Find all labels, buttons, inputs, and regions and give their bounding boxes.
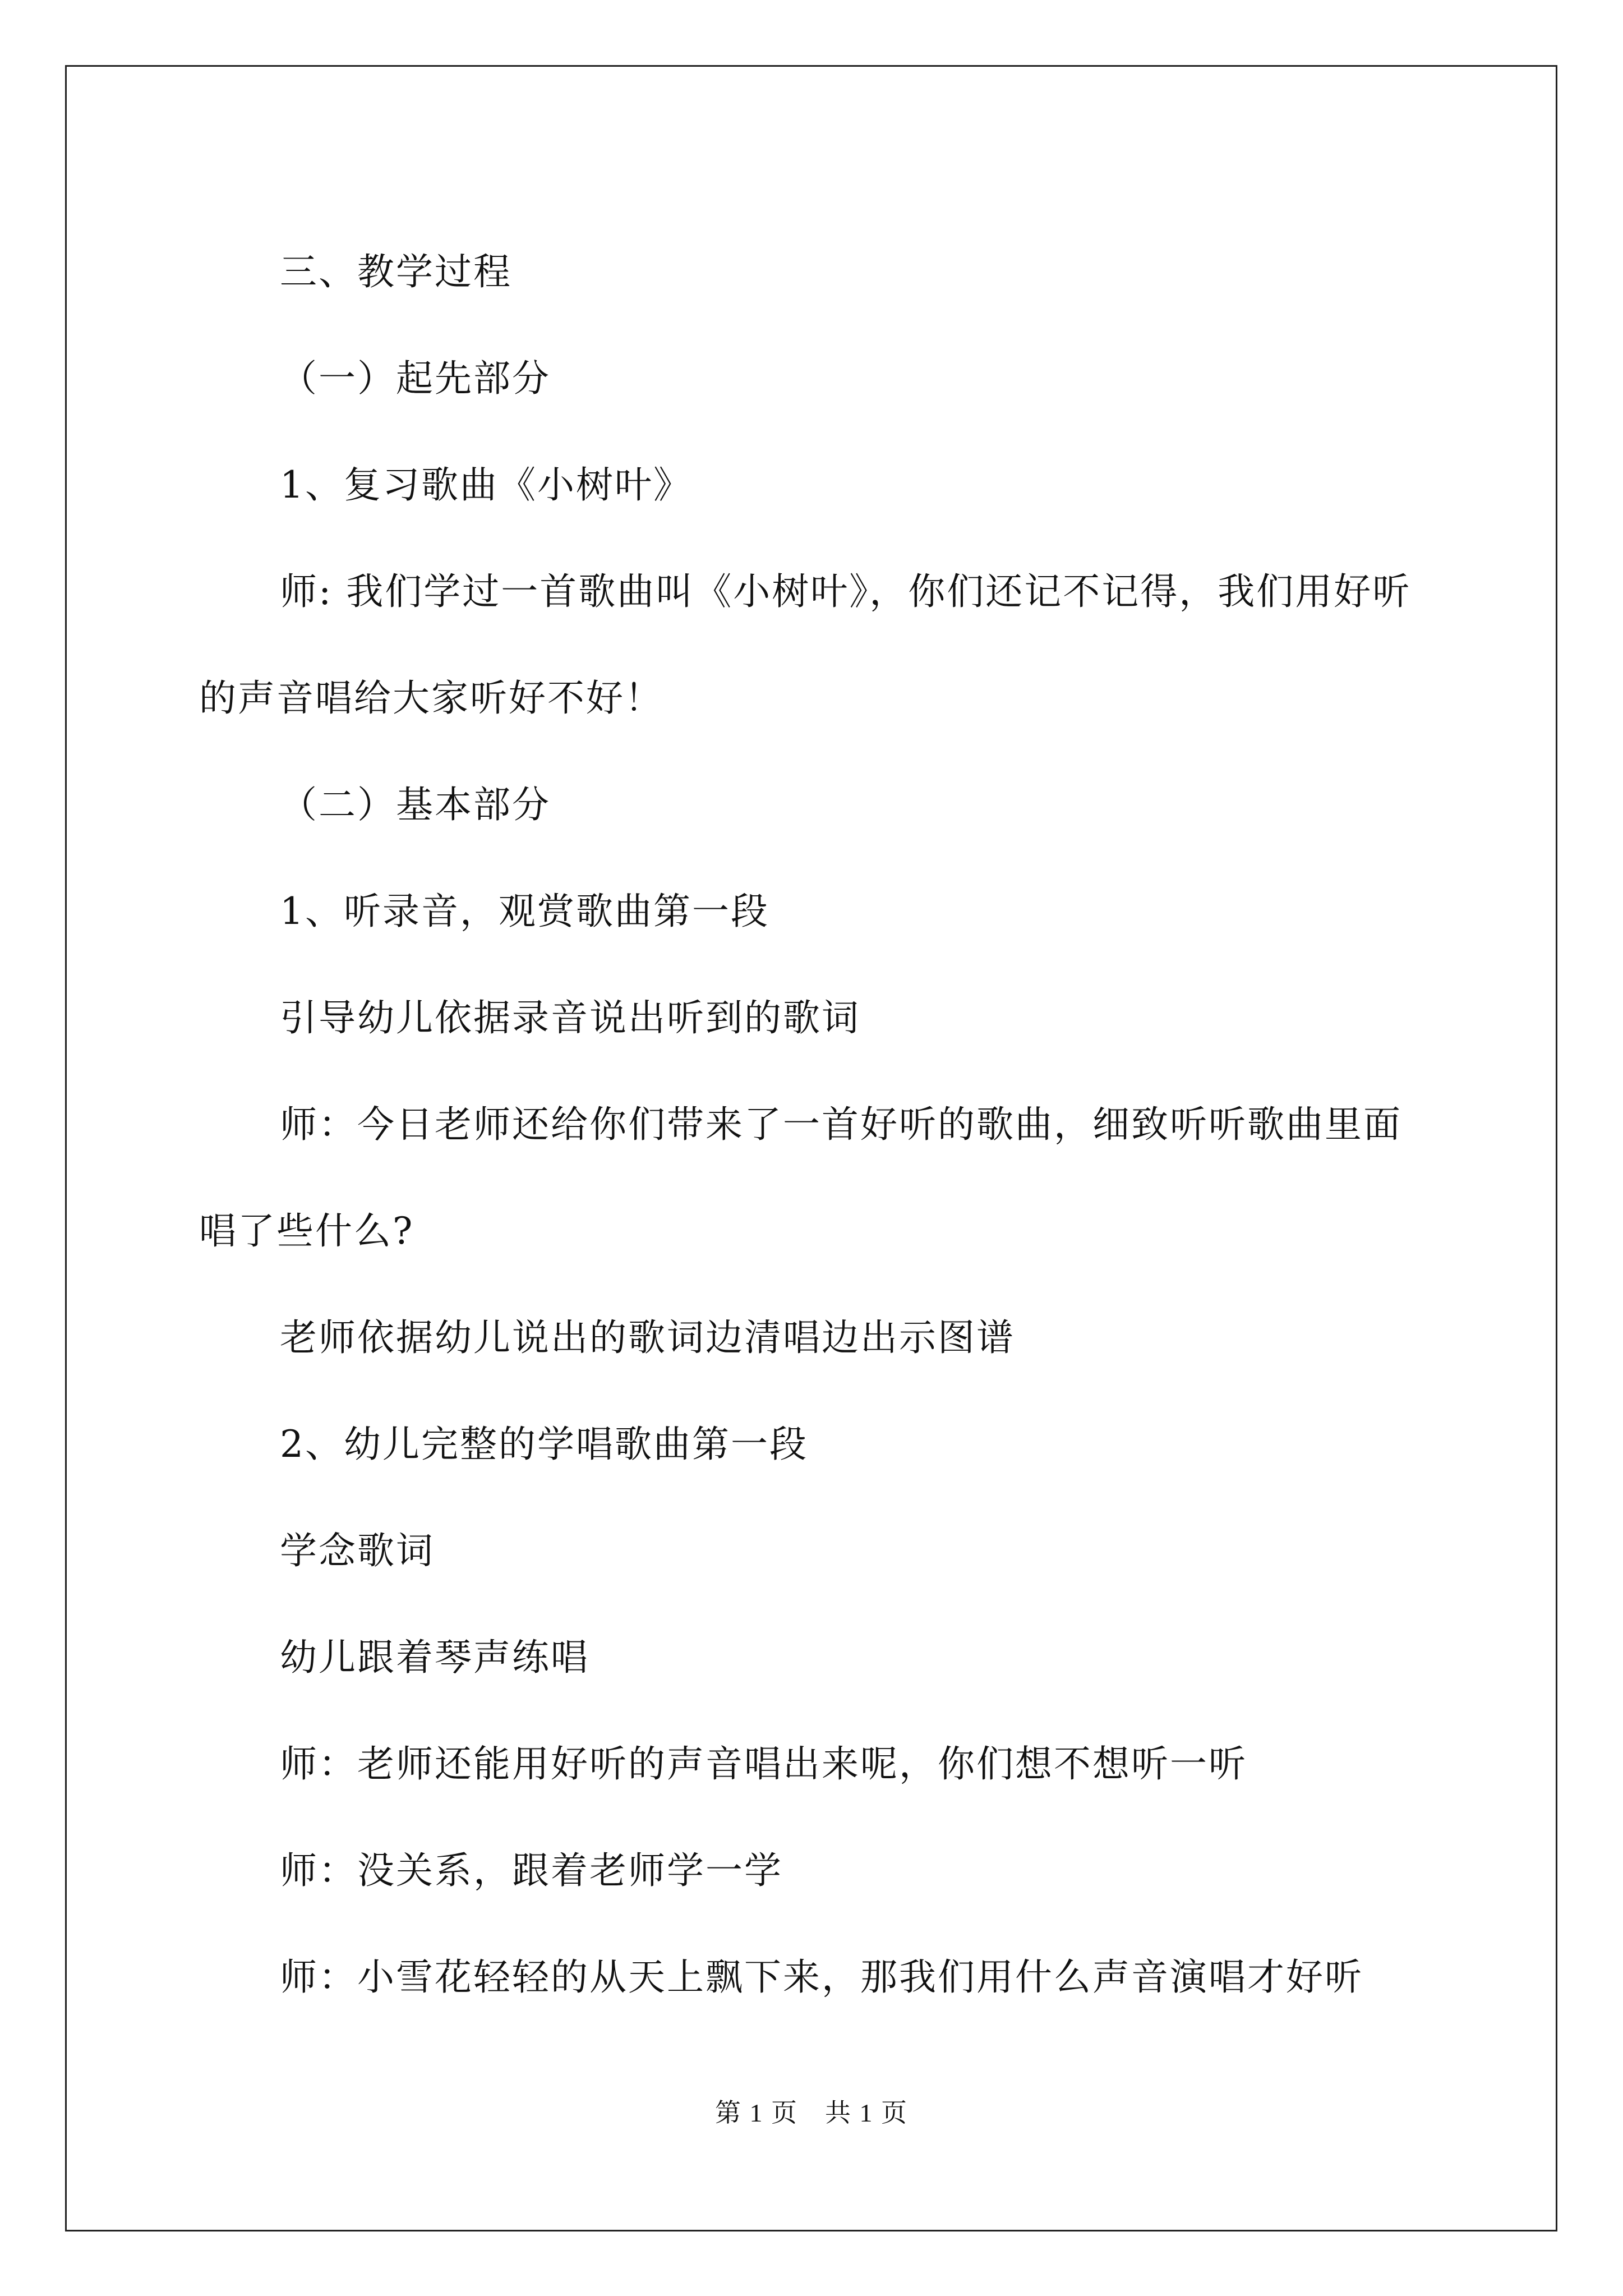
body-paragraph: 老师依据幼儿说出的歌词边清唱边出示图谱 [280,1316,1015,1359]
page-footer: 第 1 页 共 1 页 [715,2099,908,2127]
document-body [199,219,1433,2031]
body-paragraph: 师：老师还能用好听的声音唱出来呢，你们想不想听一听 [280,1742,1247,1786]
body-paragraph: 师：今日老师还给你们带来了一首好听的歌曲，细致听听歌曲里面唱了些什么? [199,1103,1402,1253]
subsection-heading: （二）基本部分 [280,783,551,826]
step-heading: 2、幼儿完整的学唱歌曲第一段 [280,1423,808,1466]
step-heading: 1、复习歌曲《小树叶》 [280,463,692,507]
body-paragraph: 学念歌词 [280,1529,435,1572]
body-paragraph: 师: 我们学过一首歌曲叫《小树叶》，你们还记不记得，我们用好听的声音唱给大家听好不好！ [199,570,1412,720]
body-paragraph: 师：没关系，跟着老师学一学 [280,1849,783,1892]
section-heading: 三、教学过程 [280,250,512,293]
body-paragraph: 幼儿跟着琴声练唱 [280,1636,589,1679]
subsection-heading: （一）起先部分 [280,357,551,400]
body-paragraph: 引导幼儿依据录音说出听到的歌词 [280,996,860,1039]
step-heading: 1、听录音，观赏歌曲第一段 [280,890,769,933]
body-paragraph: 师：小雪花轻轻的从天上飘下来，那我们用什么声音演唱才好听 [280,1955,1363,1999]
